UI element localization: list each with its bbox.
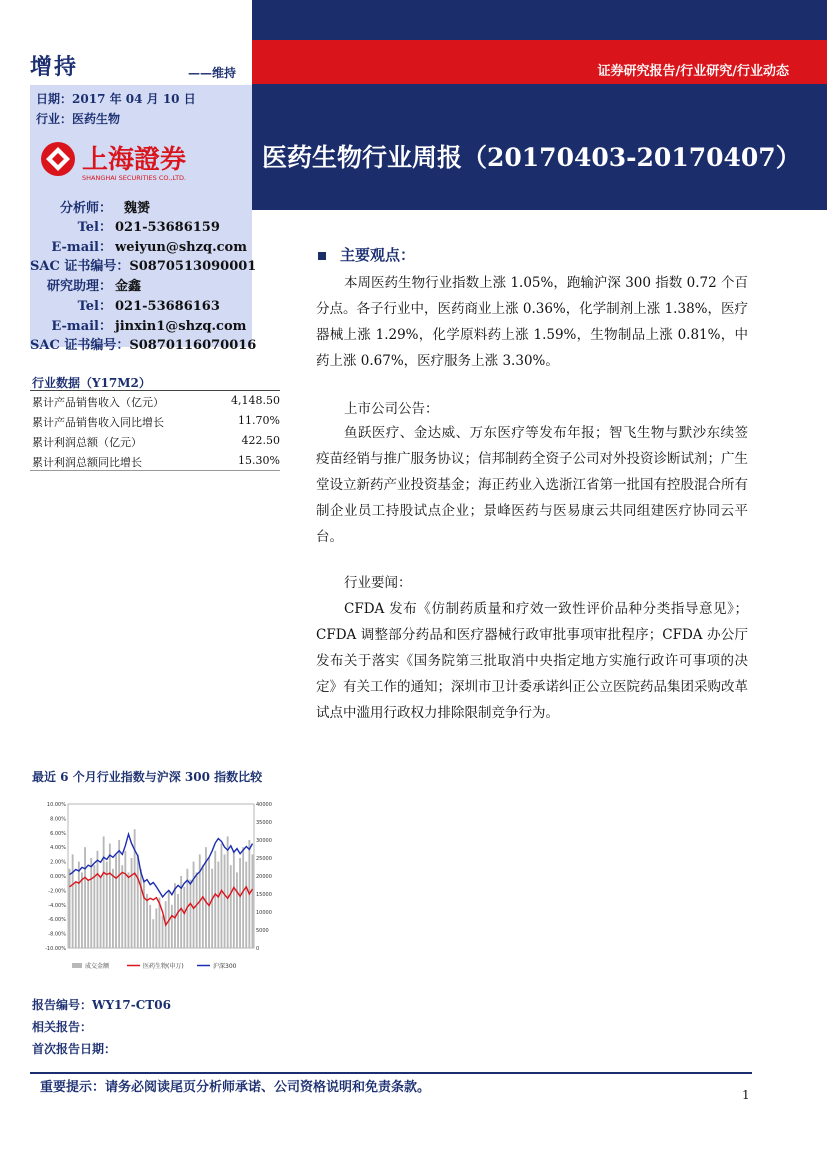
analyst-label: Tel：	[77, 299, 112, 314]
analyst-label: E-mail：	[51, 319, 112, 334]
volume-bar	[131, 858, 133, 948]
volume-bar	[72, 854, 74, 948]
summary-paragraph: 本周医药生物行业指数上涨 1.05%，跑输沪深 300 指数 0.72 个百分点。各子行业中，医药商业上涨 0.36%，化学制剂上涨 1.38%，医疗器械上涨 1.29%，化学原料药上涨 1.59%，生物制品上涨 0.81%，中药上涨 0.67%，医疗服务上涨 3.30%。	[316, 275, 748, 369]
volume-bar	[69, 869, 71, 948]
company-heading: 上市公司公告：	[344, 401, 439, 417]
volume-bar	[252, 854, 254, 948]
legend-swatch-volume	[72, 963, 82, 968]
right-tick-label: 15000	[256, 892, 272, 898]
volume-bar	[171, 905, 173, 948]
volume-bar	[78, 862, 80, 948]
analyst-label: SAC 证书编号：	[30, 259, 130, 274]
logo-subtitle: SHANGHAI SECURITIES CO.,LTD.	[82, 174, 187, 182]
comparison-chart	[32, 796, 280, 978]
left-tick-label: 2.00%	[50, 859, 66, 866]
right-tick-label: 25000	[256, 856, 272, 862]
left-tick-label: -10.00%	[45, 946, 66, 952]
volume-bar	[239, 858, 241, 948]
first-report-date-label: 首次报告日期：	[32, 1042, 117, 1056]
volume-bar	[143, 880, 145, 948]
left-tick-label: -8.00%	[48, 931, 66, 938]
volume-bar	[196, 872, 198, 948]
rating-change: ——维持	[188, 66, 237, 80]
industry-data-row	[32, 414, 280, 434]
company-paragraph: 鱼跃医疗、金达威、万东医疗等发布年报；智飞生物与默沙东续签疫苗经销与推广服务协议；信邦制药全资子公司对外投资诊断试剂；广生堂设立新药产业投资基金；海正药业入选浙江省第一批国有控股混合所有制企业员工持股试点企业；景峰医药与医易康云共同组建医疗协同云平台。	[316, 425, 748, 545]
volume-bar	[177, 894, 179, 948]
left-tick-label: -6.00%	[48, 917, 66, 924]
analyst-label: 分析师：	[59, 201, 112, 216]
analyst-value: jinxin1@shzq.com	[115, 319, 247, 334]
volume-bar	[242, 847, 244, 948]
volume-bar	[152, 919, 154, 948]
right-tick-label: 35000	[256, 820, 272, 826]
analyst-value: S0870513090001	[129, 259, 257, 274]
logo-mark-icon	[38, 138, 238, 184]
volume-bar	[190, 880, 192, 948]
industry-value: 医药生物	[72, 112, 121, 126]
volume-bar	[202, 865, 204, 948]
left-tick-label: 10.00%	[46, 802, 66, 808]
analyst-row	[30, 216, 220, 235]
industry-data-value: 422.50	[241, 434, 280, 447]
industry-data-value: 15.30%	[238, 454, 280, 467]
volume-bar	[211, 869, 213, 948]
analyst-value: 021-53686159	[115, 220, 220, 235]
legend-label: 医药生物(申万)	[143, 963, 184, 970]
date-value: 2017 年 04 月 10 日	[72, 92, 196, 106]
date-label: 日期：	[36, 92, 73, 106]
volume-bar	[81, 872, 83, 948]
volume-bar	[224, 854, 226, 948]
rating: 增持	[30, 54, 79, 80]
volume-bar	[103, 836, 105, 948]
analyst-row	[30, 295, 220, 314]
analyst-row	[30, 334, 256, 353]
analyst-row	[30, 315, 246, 334]
volume-bar	[149, 905, 151, 948]
volume-bar	[118, 840, 120, 948]
news-paragraph: CFDA 发布《仿制药质量和疗效一致性评价品种分类指导意见》；CFDA 调整部分药品和医疗器械行政审批事项审批程序；CFDA 办公厅发布关于落实《国务院第三批取消中央指定地方实施行政许可事项的决定》有关工作的通知；深圳市卫计委承诺纠正公立医院药品集团采购改革试点中滥用行政权力排除限制竞争行为。	[316, 601, 748, 721]
volume-bar	[124, 851, 126, 948]
volume-bar	[214, 851, 216, 948]
volume-bar	[97, 851, 99, 948]
volume-bar	[109, 844, 111, 948]
header-navy-band	[252, 0, 827, 40]
legend-label: 沪深300	[213, 963, 237, 970]
main-heading	[318, 244, 415, 265]
volume-bar	[137, 854, 139, 948]
volume-bar	[162, 916, 164, 948]
related-report-label: 相关报告：	[32, 1020, 93, 1034]
footer-note: 重要提示：请务必阅读尾页分析师承诺、公司资格说明和免责条款。	[40, 1080, 431, 1095]
industry-data-label: 累计利润总额同比增长	[32, 456, 142, 469]
report-number-line	[32, 996, 171, 1013]
page-number: 1	[742, 1088, 750, 1102]
left-tick-label: 6.00%	[50, 830, 66, 837]
divider	[30, 470, 280, 471]
right-tick-label: 30000	[256, 838, 272, 844]
date-line	[36, 90, 196, 107]
news-heading: 行业要闻：	[344, 575, 412, 591]
volume-bar	[140, 869, 142, 948]
analyst-row	[30, 275, 141, 294]
analyst-row	[30, 255, 256, 274]
left-tick-label: 4.00%	[50, 845, 66, 852]
volume-bar	[221, 844, 223, 948]
industry-data-row	[32, 394, 280, 414]
volume-bar	[233, 851, 235, 948]
analyst-value: 魏赟	[124, 201, 151, 216]
legend-label: 成交金额	[85, 963, 110, 970]
right-tick-label: 0	[256, 946, 260, 952]
left-tick-label: 0.00%	[50, 874, 66, 880]
analyst-row	[30, 197, 150, 216]
company-logo	[38, 138, 238, 184]
divider	[30, 390, 280, 391]
volume-bar	[230, 865, 232, 948]
analyst-value: S0870116070016	[129, 338, 257, 353]
industry-data-label: 累计利润总额（亿元）	[32, 436, 142, 449]
analyst-value: weiyun@shzq.com	[115, 240, 247, 255]
report-number-label: 报告编号：	[32, 998, 93, 1012]
volume-bar	[245, 862, 247, 948]
volume-bar	[115, 854, 117, 948]
main-heading-text: 主要观点：	[340, 246, 416, 264]
square-bullet-icon	[318, 252, 326, 260]
analyst-row	[30, 236, 247, 255]
volume-bar	[87, 880, 89, 948]
chart-title: 最近 6 个月行业指数与沪深 300 指数比较	[32, 770, 263, 784]
analyst-label: 研究助理：	[46, 279, 112, 294]
analyst-value: 021-53686163	[115, 299, 220, 314]
left-tick-label: -4.00%	[48, 902, 66, 909]
right-tick-label: 10000	[256, 910, 272, 916]
report-number-value: WY17-CT06	[92, 998, 171, 1012]
analyst-label: Tel：	[77, 220, 112, 235]
industry-label: 行业：	[36, 112, 73, 126]
volume-bar	[155, 908, 157, 948]
volume-bar	[112, 869, 114, 948]
volume-bar	[193, 862, 195, 948]
logo-text: 上海證券	[82, 145, 187, 175]
volume-bar	[183, 887, 185, 948]
volume-bar	[217, 862, 219, 948]
industry-data-value: 4,148.50	[231, 394, 280, 407]
industry-data-value: 11.70%	[238, 414, 280, 427]
industry-data-row	[32, 434, 280, 454]
left-tick-label: 8.00%	[50, 816, 66, 823]
volume-bar	[100, 876, 102, 948]
volume-bar	[128, 872, 130, 948]
industry-data-title: 行业数据（Y17M2）	[32, 376, 151, 390]
right-tick-label: 5000	[256, 928, 269, 934]
left-tick-label: -2.00%	[48, 888, 66, 895]
report-title: 医药生物行业周报（20170403-20170407）	[262, 143, 801, 172]
industry-data-label: 累计产品销售收入同比增长	[32, 416, 164, 429]
footer-divider	[30, 1072, 752, 1074]
analyst-value: 金鑫	[115, 279, 142, 294]
industry-data-label: 累计产品销售收入（亿元）	[32, 396, 164, 409]
volume-bar	[227, 836, 229, 948]
volume-bar	[121, 865, 123, 948]
report-category: 证券研究报告/行业研究/行业动态	[597, 64, 789, 79]
volume-bar	[75, 883, 77, 948]
volume-bar	[84, 847, 86, 948]
volume-bar	[146, 894, 148, 948]
right-tick-label: 40000	[256, 802, 272, 808]
volume-bar	[90, 858, 92, 948]
analyst-label: SAC 证书编号：	[30, 338, 130, 353]
analyst-label: E-mail：	[51, 240, 112, 255]
industry-data-row	[32, 454, 280, 474]
volume-bar	[236, 872, 238, 948]
right-tick-label: 20000	[256, 874, 272, 880]
industry-line	[36, 110, 120, 127]
